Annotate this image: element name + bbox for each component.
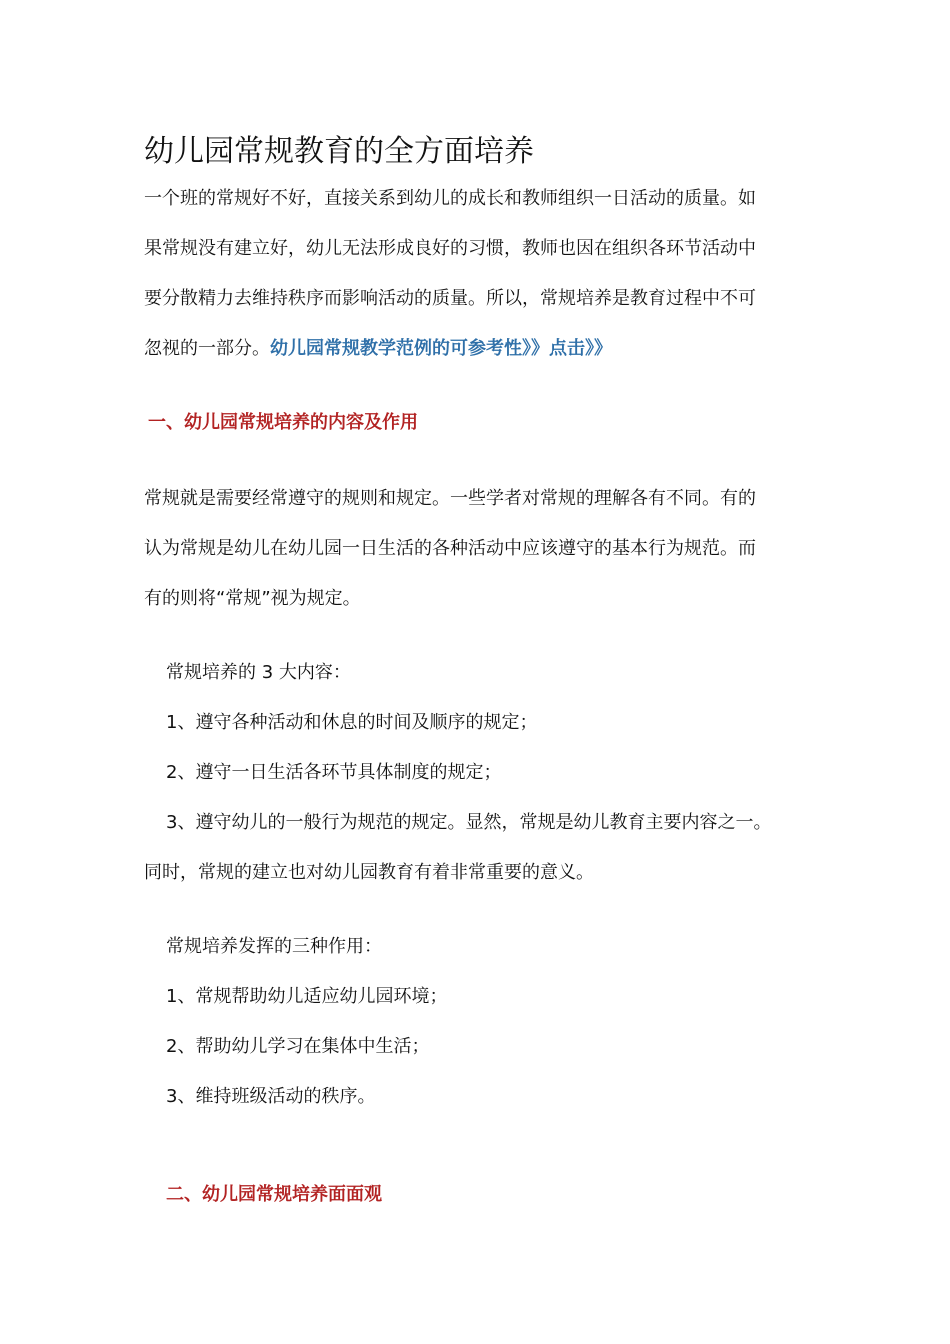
reference-link[interactable]: 幼儿园常规教学范例的可参考性》》点击》》: [270, 338, 612, 359]
intro-line-4-text: 忽视的一部分。: [144, 338, 270, 359]
contents-intro: 常规培养的 3 大内容：: [166, 662, 351, 683]
contents-item-1: 1、遵守各种活动和休息的时间及顺序的规定；: [166, 712, 538, 733]
contents-item-2: 2、遵守一日生活各环节具体制度的规定；: [166, 762, 502, 783]
roles-item-3: 3、维持班级活动的秩序。: [166, 1086, 376, 1107]
section-1-para-line-2: 认为常规是幼儿在幼儿园一日生活的各种活动中应该遵守的基本行为规范。而: [144, 538, 756, 559]
roles-item-2: 2、帮助幼儿学习在集体中生活；: [166, 1036, 430, 1057]
document-title: 幼儿园常规教育的全方面培养: [144, 134, 534, 169]
section-1-para-line-1: 常规就是需要经常遵守的规则和规定。一些学者对常规的理解各有不同。有的: [144, 488, 756, 509]
section-1-heading: 一、幼儿园常规培养的内容及作用: [148, 412, 418, 433]
roles-item-1: 1、常规帮助幼儿适应幼儿园环境；: [166, 986, 448, 1007]
contents-continuation: 同时，常规的建立也对幼儿园教育有着非常重要的意义。: [144, 862, 594, 883]
intro-line-2: 果常规没有建立好，幼儿无法形成良好的习惯，教师也因在组织各环节活动中: [144, 238, 756, 259]
section-1-para-line-3: 有的则将“常规”视为规定。: [144, 588, 361, 609]
intro-line-4: [144, 336, 612, 362]
contents-item-3: 3、遵守幼儿的一般行为规范的规定。显然，常规是幼儿教育主要内容之一。: [166, 812, 772, 833]
intro-line-1: 一个班的常规好不好，直接关系到幼儿的成长和教师组织一日活动的质量。如: [144, 188, 756, 209]
section-2-heading: 二、幼儿园常规培养面面观: [166, 1184, 382, 1205]
intro-line-3: 要分散精力去维持秩序而影响活动的质量。所以，常规培养是教育过程中不可: [144, 288, 756, 309]
roles-intro: 常规培养发挥的三种作用：: [166, 936, 382, 957]
